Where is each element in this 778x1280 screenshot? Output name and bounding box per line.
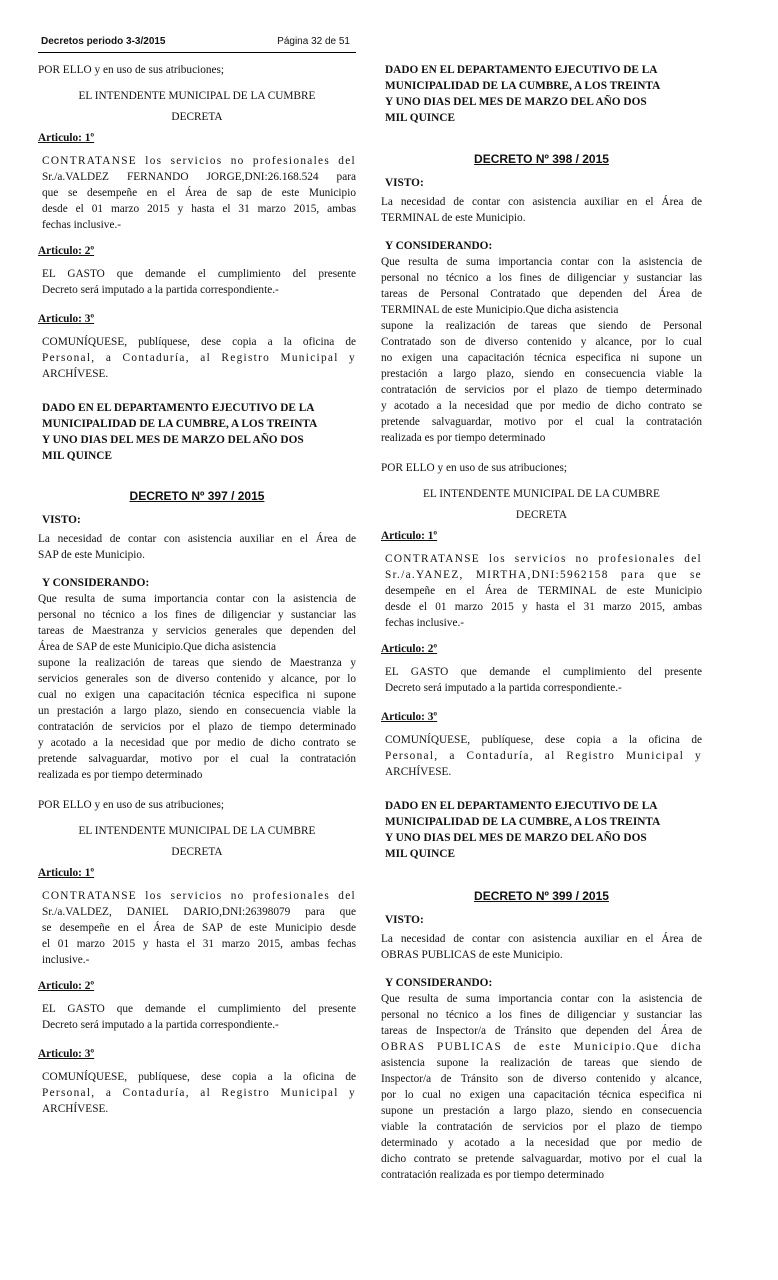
article-2-heading: Articulo: 2º: [38, 245, 95, 257]
decreta: DECRETA: [171, 846, 223, 858]
decreto-398-title: DECRETO Nº 398 / 2015: [474, 152, 609, 166]
dado-block: DADO EN EL DEPARTAMENTO EJECUTIVO DE LA MUNICIPALIDAD DE LA CUMBRE, A LOS TREINTA Y UNO DIAS DEL MES DE MARZO DEL AÑO DOS MIL QUINCE: [385, 64, 661, 124]
article-2-text: EL GASTO que demande el cumplimiento del presente Decreto será imputado a la partida correspondiente.-: [42, 1003, 356, 1031]
decreta: DECRETA: [515, 509, 568, 521]
page-number: Página 32 de 51: [277, 36, 350, 47]
por-ello: POR ELLO y en uso de sus atribuciones;: [381, 462, 568, 474]
document-period: Decretos periodo 3-3/2015: [41, 36, 166, 47]
considerando-text: Que resulta de suma importancia contar con la asistencia de personal no técnico a los fines de diligenciar y sustanciar las tareas de Personal Contratado que dependen del Área de TERMINAL de este Municipio.Que dicha asistencia supone la realización de tareas que siendo de Personal Contratado son de diverso contenido y alcance, por lo cual no exigen una capacitación técnica especifica ni supone un prestación a largo plazo, siendo en consecuencia viable la contratación de servicios por el plazo de tiempo determinado y acotado a la necesidad que por medio de dicho contrato se pretende salvaguardar, motivo por el cual la contratación realizada es por tiempo determinado: [381, 256, 702, 444]
decreta: DECRETA: [171, 111, 223, 123]
article-2-text: EL GASTO que demande el cumplimiento del presente Decreto será imputado a la partida correspondiente.-: [42, 268, 356, 296]
article-1-heading: Articulo: 1º: [381, 530, 438, 542]
intendente: EL INTENDENTE MUNICIPAL DE LA CUMBRE: [423, 488, 660, 500]
article-1-heading: Articulo: 1º: [38, 132, 95, 144]
left-column: [38, 62, 356, 1117]
visto-text: La necesidad de contar con asistencia auxiliar en el Área de OBRAS PUBLICAS de este Municipio.: [381, 933, 702, 961]
article-3-text: COMUNÍQUESE, publíquese, dese copia a la oficina de Personal, a Contaduría, al Registro Municipal y ARCHÍVESE.: [42, 336, 356, 380]
decreto-397-title: DECRETO Nº 397 / 2015: [129, 489, 265, 503]
decreto-399-title: DECRETO Nº 399 / 2015: [474, 889, 609, 903]
intendente: EL INTENDENTE MUNICIPAL DE LA CUMBRE: [78, 90, 316, 102]
article-1-text-396: CONTRATANSE los servicios no profesionales del Sr./a.VALDEZ FERNANDO JORGE,DNI:26.168.524 para que se desempeñe en el Área de sap de este Municipio desde el 01 marzo 2015 y hasta el 31 marzo 2015, ambas fechas inclusive.-: [42, 155, 356, 231]
considerando-heading: Y CONSIDERANDO:: [385, 240, 493, 252]
intendente: EL INTENDENTE MUNICIPAL DE LA CUMBRE: [78, 825, 316, 837]
article-3-text: COMUNÍQUESE, publíquese, dese copia a la oficina de Personal, a Contaduría, al Registro Municipal y ARCHÍVESE.: [385, 734, 702, 778]
article-1-heading: Articulo: 1º: [38, 867, 95, 879]
visto-heading: VISTO:: [385, 914, 424, 926]
visto-text: La necesidad de contar con asistencia auxiliar en el Área de TERMINAL de este Municipio.: [381, 196, 702, 224]
considerando-text: Que resulta de suma importancia contar con la asistencia de personal no técnico a los fines de diligenciar y sustanciar las tareas de Inspector/a de Tránsito que dependen del Área de OBRAS PUBLICAS de este Municipio.Que dicha asistencia supone la realización de tareas que siendo de Inspector/a de Tránsito son de diverso contenido y alcance, por lo cual no exigen una capacitación técnica especifica ni supone un prestación a largo plazo, siendo en consecuencia viable la contratación de servicios por el plazo de tiempo determinado y acotado a la necesidad que por medio de dicho contrato se pretende salvaguardar, motivo por el cual la contratación realizada es por tiempo determinado: [381, 993, 702, 1181]
article-3-text: COMUNÍQUESE, publíquese, dese copia a la oficina de Personal, a Contaduría, al Registro Municipal y ARCHÍVESE.: [42, 1071, 356, 1115]
article-2-text: EL GASTO que demande el cumplimiento del presente Decreto será imputado a la partida correspondiente.-: [385, 666, 702, 694]
considerando-heading: Y CONSIDERANDO:: [42, 577, 150, 589]
article-2-heading: Articulo: 2º: [38, 980, 95, 992]
visto-text: La necesidad de contar con asistencia auxiliar en el Área de SAP de este Municipio.: [38, 533, 356, 561]
por-ello: POR ELLO y en uso de sus atribuciones;: [38, 799, 225, 811]
page-header: [38, 32, 356, 53]
right-column: [381, 62, 702, 1183]
por-ello: POR ELLO y en uso de sus atribuciones;: [38, 64, 225, 76]
article-1-text-398: CONTRATANSE los servicios no profesionales del Sr./a.YANEZ, MIRTHA,DNI:5962158 para que se desempeñe en el Área de TERMINAL de este Municipio desde el 01 marzo 2015 y hasta el 31 marzo 2015, ambas fechas inclusive.-: [385, 553, 702, 629]
article-1-text-397: CONTRATANSE los servicios no profesionales del Sr./a.VALDEZ, DANIEL DARIO,DNI:26398079 para que se desempeñe en el Área de SAP de este Municipio desde el 01 marzo 2015 y hasta el 31 marzo 2015, ambas fechas inclusive.-: [42, 890, 356, 966]
article-3-heading: Articulo: 3º: [38, 1048, 95, 1060]
visto-heading: VISTO:: [42, 514, 81, 526]
article-3-heading: Articulo: 3º: [381, 711, 438, 723]
considerando-text: Que resulta de suma importancia contar con la asistencia de personal no técnico a los fines de diligenciar y sustanciar las tareas de Maestranza y servicios generales que dependen del Área de SAP de este Municipio.Que dicha asistencia supone la realización de tareas que siendo de Maestranza y servicios generales son de diverso contenido y alcance, por lo cual no exigen una capacitación técnica especifica ni supone un prestación a largo plazo, siendo en consecuencia viable la contratación de servicios por el plazo de tiempo determinado y acotado a la necesidad que por medio de dicho contrato se pretende salvaguardar, motivo por el cual la contratación realizada es por tiempo determinado: [38, 593, 356, 781]
dado-block: DADO EN EL DEPARTAMENTO EJECUTIVO DE LA MUNICIPALIDAD DE LA CUMBRE, A LOS TREINTA Y UNO DIAS DEL MES DE MARZO DEL AÑO DOS MIL QUINCE: [385, 800, 661, 860]
visto-heading: VISTO:: [385, 177, 424, 189]
dado-block: DADO EN EL DEPARTAMENTO EJECUTIVO DE LA MUNICIPALIDAD DE LA CUMBRE, A LOS TREINTA Y UNO DIAS DEL MES DE MARZO DEL AÑO DOS MIL QUINCE: [42, 402, 318, 462]
considerando-heading: Y CONSIDERANDO:: [385, 977, 493, 989]
article-3-heading: Articulo: 3º: [38, 313, 95, 325]
article-2-heading: Articulo: 2º: [381, 643, 438, 655]
